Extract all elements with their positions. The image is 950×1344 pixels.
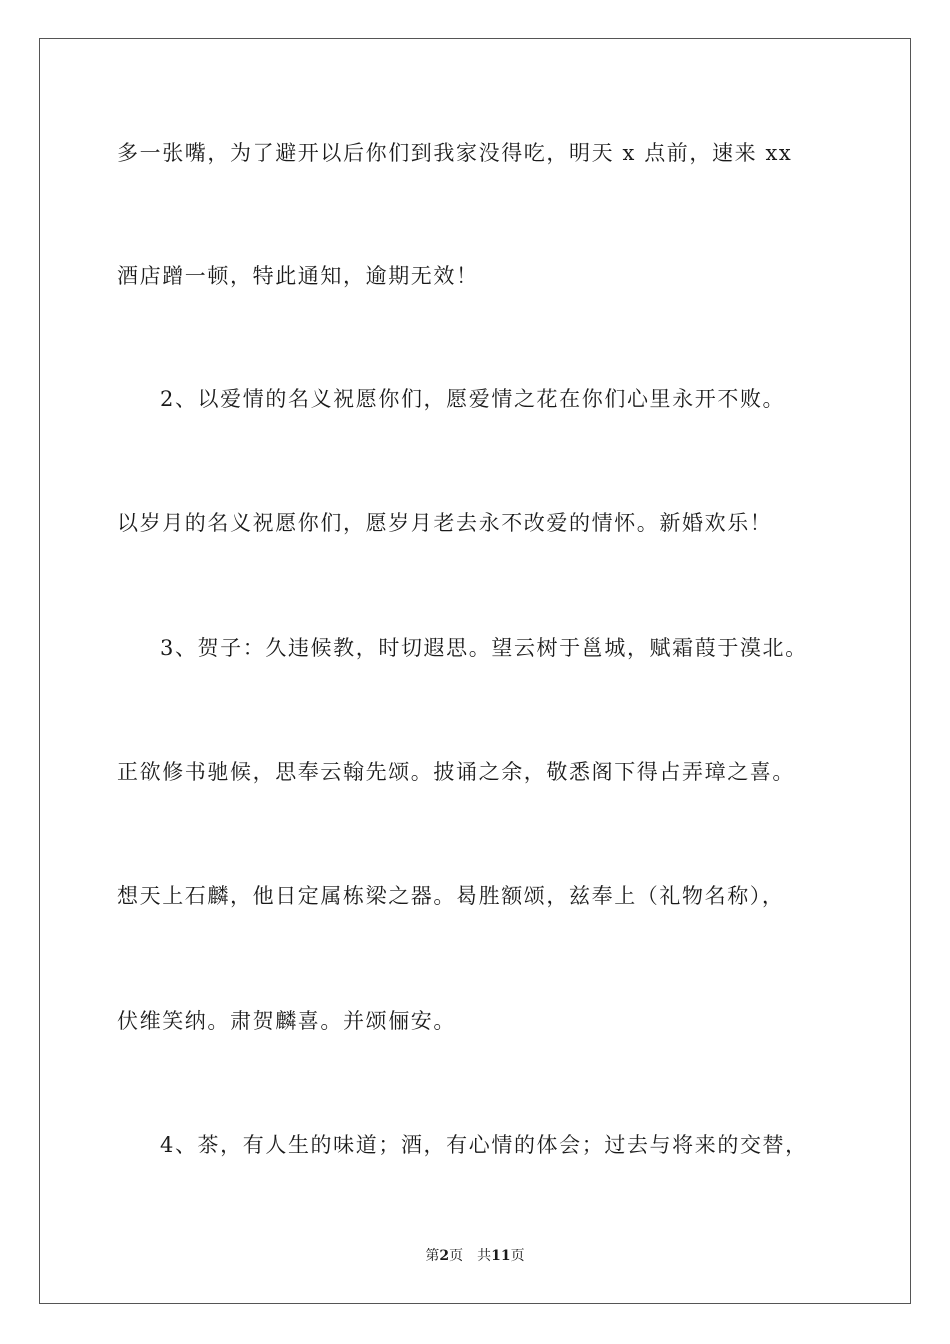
text-line-6: 正欲修书驰候，思奉云翰先颂。披诵之余，敬悉阁下得占弄璋之喜。	[117, 760, 795, 784]
text-line-4: 以岁月的名义祝愿你们，愿岁月老去永不改爱的情怀。新婚欢乐！	[117, 511, 773, 535]
page-frame	[39, 38, 911, 1304]
total-prefix: 共	[477, 1248, 492, 1264]
page-footer	[0, 1247, 950, 1265]
page-prefix: 第	[425, 1248, 440, 1264]
total-pages: 11	[491, 1248, 511, 1264]
page-suffix: 页	[449, 1248, 464, 1264]
text-line-7: 想天上石麟，他日定属栋梁之器。曷胜额颂，兹奉上（礼物名称），	[117, 884, 785, 908]
text-line-8: 伏维笑纳。肃贺麟喜。并颂俪安。	[117, 1009, 456, 1033]
page-number: 2	[439, 1248, 450, 1264]
text-line-3: 2、以爱情的名义祝愿你们，愿爱情之花在你们心里永开不败。	[160, 387, 786, 411]
text-line-2: 酒店蹭一顿，特此通知，逾期无效！	[117, 264, 479, 288]
text-line-5: 3、贺子：久违候教，时切遐思。望云树于邕城，赋霜葭于漠北。	[160, 636, 808, 660]
total-suffix: 页	[510, 1248, 525, 1264]
text-line-9: 4、茶，有人生的味道；酒，有心情的体会；过去与将来的交替，	[160, 1133, 808, 1157]
text-line-1: 多一张嘴，为了避开以后你们到我家没得吃，明天 x 点前，速来 xx	[117, 141, 793, 165]
